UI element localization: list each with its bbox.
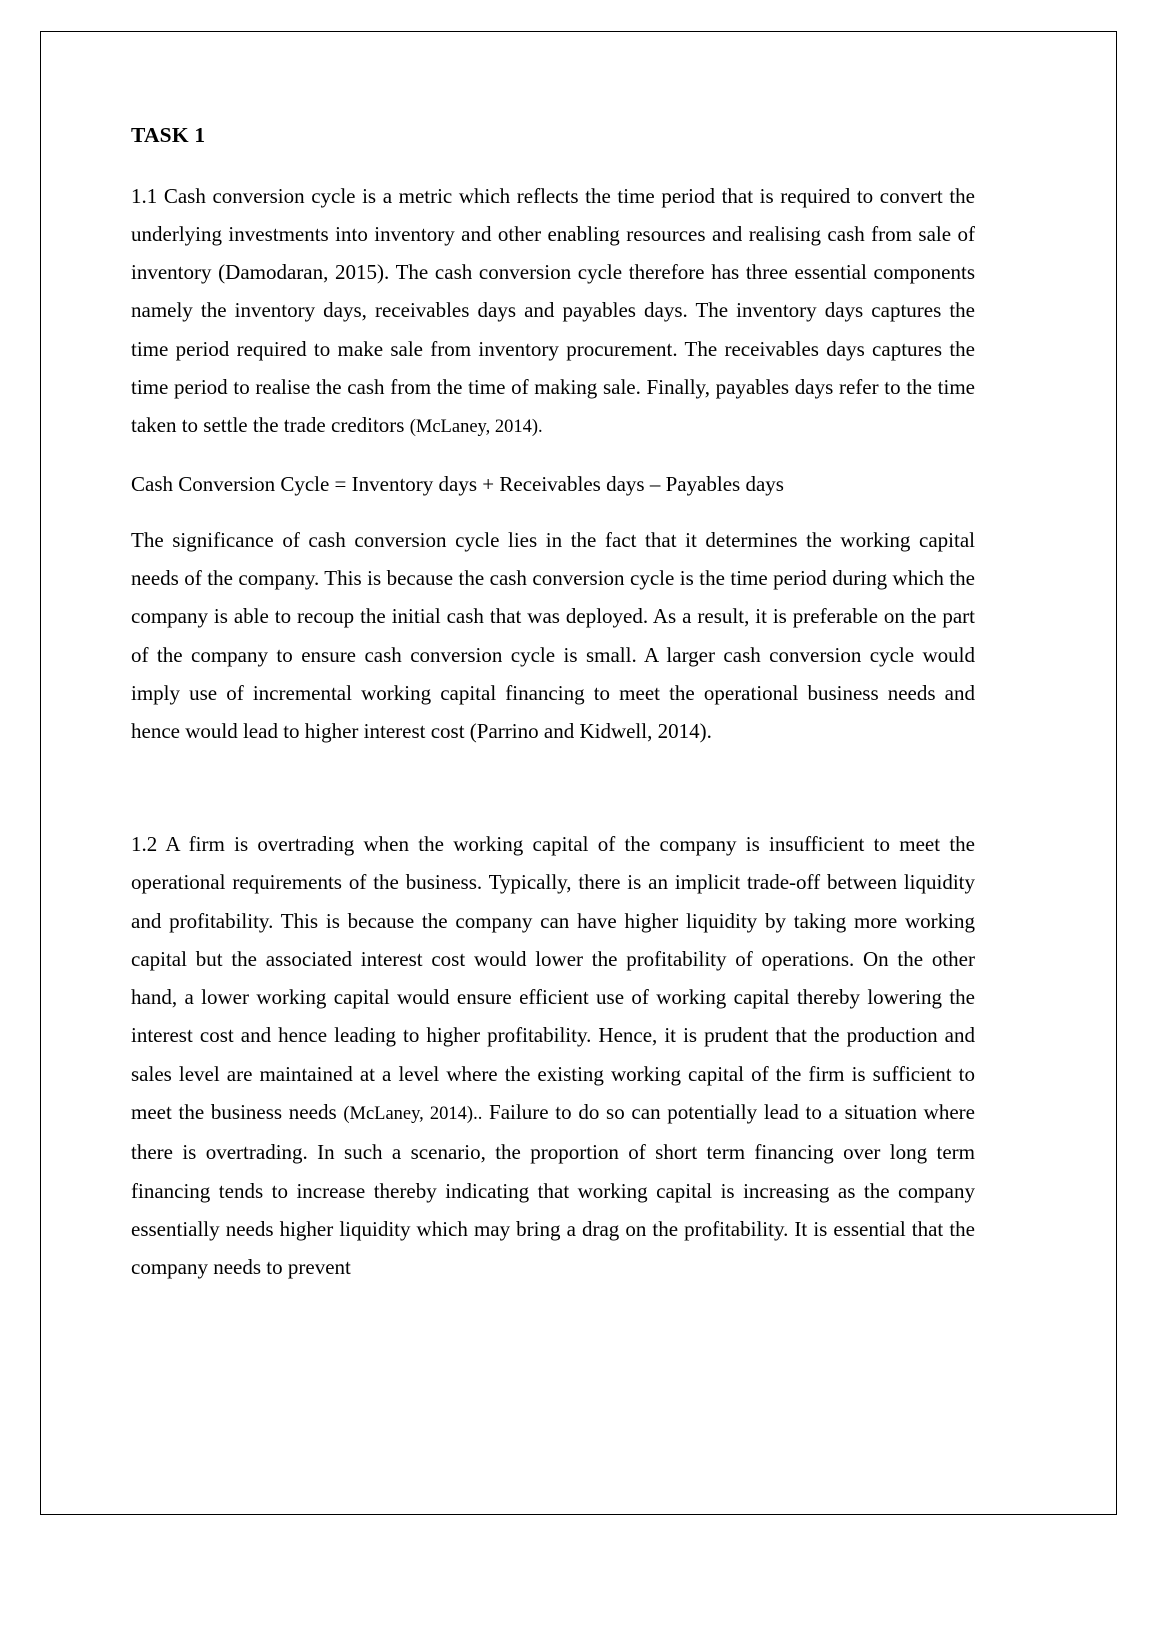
paragraph-spacer bbox=[131, 769, 975, 807]
page-title: TASK 1 bbox=[131, 123, 206, 147]
document-content bbox=[131, 125, 975, 1305]
paragraph-1-1-text: 1.1 Cash conversion cycle is a metric which reflects the time period that is required to convert the underlying investments into inventory and other enabling resources and realising cash from sale of inventory (Damodaran, 2015). The cash conversion cycle therefore has three essential components namely the inventory days, receivables days and payables days. The inventory days captures the time period required to make sale from inventory procurement. The receivables days captures the time period to realise the cash from the time of making sale. Finally, payables days refer to the time taken to settle the trade creditors bbox=[131, 183, 975, 438]
paragraph-1-1 bbox=[131, 177, 975, 447]
paragraph-1-2 bbox=[131, 825, 975, 1287]
citation-mclaney-2014-second: (McLaney, 2014).. bbox=[343, 1104, 483, 1125]
citation-mclaney-2014-first: (McLaney, 2014). bbox=[409, 417, 543, 438]
paragraph-significance: The significance of cash conversion cycle lies in the fact that it determines the working capital needs of the company. This is because the cash conversion cycle is the time period during which the company is able to recoup the initial cash that was deployed. As a result, it is preferable on the part of the company to ensure cash conversion cycle is small. A larger cash conversion cycle would imply use of incremental working capital financing to meet the operational business needs and hence would lead to higher interest cost (Parrino and Kidwell, 2014). bbox=[131, 527, 975, 744]
paragraph-1-2-text-part-two: Failure to do so can potentially lead to a situation where there is overtrading. In such a scenario, the proportion of short term financing over long term financing tends to increase thereby indicating that working capital is increasing as the company essentially needs higher liquidity which may bring a drag on the profitability. It is essential that the company needs to prevent bbox=[131, 1100, 975, 1280]
cash-conversion-cycle-formula: Cash Conversion Cycle = Inventory days + Receivables days – Payables days bbox=[131, 471, 784, 496]
paragraph-1-2-text-part-one: 1.2 A firm is overtrading when the working capital of the company is insufficient to meet the operational requirements of the business. Typically, there is an implicit trade-off between liquidity and profitability. This is because the company can have higher liquidity by taking more working capital but the associated interest cost would lower the profitability of operations. On the other hand, a lower working capital would ensure efficient use of working capital thereby lowering the interest cost and hence leading to higher profitability. Hence, it is prudent that the production and sales level are maintained at a level where the existing working capital of the firm is sufficient to meet the business needs bbox=[131, 831, 975, 1125]
